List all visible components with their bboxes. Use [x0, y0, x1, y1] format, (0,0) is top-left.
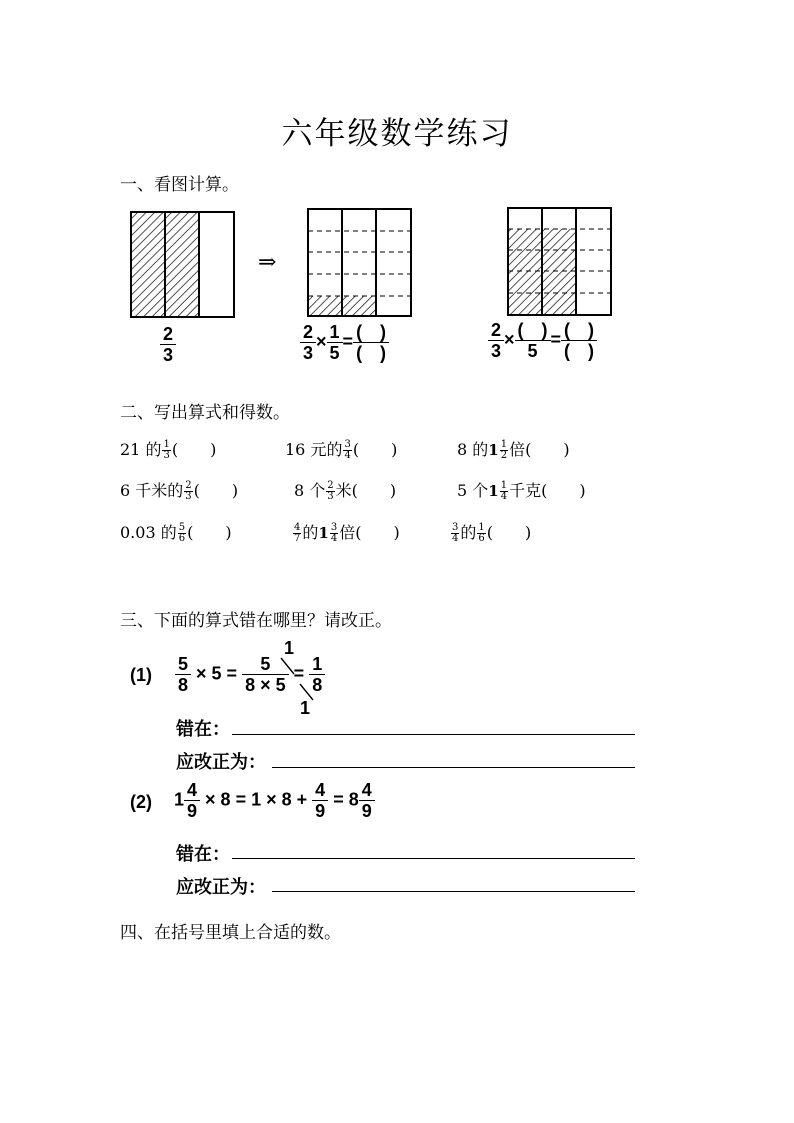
- problem-2-6: 5 个1 $\frac{1}{4}$ 千克( ): [457, 480, 586, 502]
- figure-two-thirds: [130, 211, 236, 319]
- q2-equation: 1 $\frac{4}{9}$ × 8 = 1 × 8 + $\frac{4}{9}$ = 8 $\frac{4}{9}$: [174, 780, 375, 821]
- problem-2-2: 16 元的 $\frac{3}{4}$ ( ): [285, 439, 398, 461]
- problem-2-1: 21 的 $\frac{1}{3}$ ( ): [120, 439, 217, 461]
- q1-label: (1): [130, 665, 152, 685]
- figure-two-thirds-of-one-fifth: [307, 208, 413, 318]
- page-title: 六年级数学练习: [281, 116, 513, 152]
- problem-2-5: 8 个 $\frac{2}{3}$ 米( ): [294, 480, 397, 502]
- q1-correct-label: 应改正为：: [176, 752, 266, 772]
- section2-heading: 二、写出算式和得数。: [120, 403, 290, 423]
- q1-error-label: 错在：: [176, 719, 230, 739]
- q2-correct-label: 应改正为：: [176, 877, 266, 897]
- problem-2-8: $\frac{4}{7}$ 的1 $\frac{3}{4}$ 倍( ): [294, 522, 400, 544]
- q2-error-label: 错在：: [176, 844, 230, 864]
- figure1-label: $\frac{2}{3}$: [160, 324, 176, 365]
- q1-equation: $\frac{5}{8}$ × 5 = $\frac{5}{8 \times 5}$ = $\frac{1}{8}$: [175, 654, 325, 695]
- q2-error-line[interactable]: [232, 858, 635, 859]
- q2-correct-line[interactable]: [272, 891, 635, 892]
- problem-2-3: 8 的1 $\frac{1}{2}$ 倍( ): [457, 439, 570, 461]
- cancel-strokes: [278, 652, 318, 702]
- figure-blank-product: [507, 207, 613, 317]
- q1-error-line[interactable]: [232, 734, 635, 735]
- q1-cancel-top: 1: [284, 638, 295, 658]
- equation-2: $\frac{2}{3}$ × ( ) 5 = ( ) ( ): [488, 320, 597, 361]
- problem-2-4: 6 千米的 $\frac{2}{3}$ ( ): [120, 480, 239, 502]
- problem-2-9: $\frac{3}{4}$ 的 $\frac{1}{6}$ ( ): [452, 522, 532, 544]
- arrow-icon: ⇒: [258, 250, 277, 275]
- section1-heading: 一、看图计算。: [120, 175, 239, 195]
- q1-cancel-bottom: 1: [300, 698, 311, 718]
- q2-label: (2): [130, 792, 152, 812]
- equation-1: $\frac{2}{3}$ × $\frac{1}{5}$ = ( ) ( ): [300, 322, 389, 363]
- problem-2-7: 0.03 的 $\frac{5}{6}$ ( ): [120, 522, 232, 544]
- section3-heading: 三、下面的算式错在哪里？请改正。: [120, 611, 392, 631]
- section4-heading: 四、在括号里填上合适的数。: [120, 923, 341, 943]
- q1-correct-line[interactable]: [272, 767, 635, 768]
